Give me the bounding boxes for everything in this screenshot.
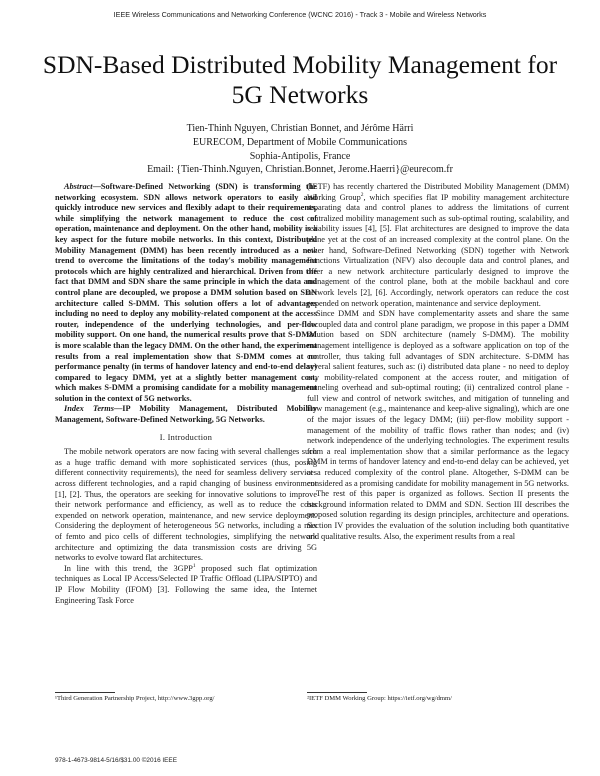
title-line-1: SDN-Based Distributed Mobility Management for [42,50,558,79]
intro-paragraph-1: The mobile network operators are now facing with several challenges such as a huge traffic demand with more sophisticated services (thus, posing different connectivity requirements), the need for seamless delivery services across different technologies, and a rapid changing of business environment [1], [2]. Thus, the operators are seeking for innovative solutions to improve their network performance and efficiency, as well as to reduce the costs expended on network operation, maintenance, and new service deployment. Considering the deployment of heterogeneous 5G networks, including a mix of femto and pico cells of different technologies, simplifying the network architecture and optimizing the data transmission costs are driving 5G networks to evolve toward flat architectures. [55,447,317,563]
intro-paragraph-4: Since DMM and SDN have complementarity assets and share the same decoupled data and control plane paradigm, we propose in this paper a DMM solution based on SDN architecture (namely S-DMM). The mobility management intelligence is deployed as a software application on top of the controller, thus taking full advantages of SDN architecture. S-DMM has several salient features, such as: (i) distributed data plane - no need to deploy any mobility-related component at the access router, and mitigation of tunneling overhead and sub-optimal routing; (ii) centralized control plane - full view and control of network switches, and mitigation of tunneling and flow management (e.g., maintenance and keep-alive signaling), which are one of the major issues of the legacy DMM; (iii) per-flow mobility support - management of the mobility of traffic flows rather than nodes; and (iv) network independence of the underlying technologies. The experiment results from a real implementation show that a similar performance as the legacy DMM in terms of handover latency and end-to-end delay can be achieved, yet at a reduced complexity of the control plane. Altogether, S-DMM can be considered as a promising candidate for mobility management in 5G networks. [307,309,569,488]
footnote-left: ¹Third Generation Partnership Project, http://www.3gpp.org/ [55,692,317,703]
index-terms-text: —IP Mobility Management, Distributed Mobility Management, Software-Defined Networking, 5G Networks. [55,404,317,425]
index-terms-label: Index Terms [64,404,114,414]
intro-paragraph-3 [307,182,569,309]
copyright-notice: 978-1-4673-9814-5/16/$31.00 ©2016 IEEE [55,757,177,764]
intro-paragraph-3-rest: , which specifies flat IP mobility management architecture separating data and control planes to address the limitations of current centralized mobility management such as sub-optimal routing, scalability, and reliability issues [4], [5]. Flat architectures are designed to improve the data plane yet at the cost of an increased complexity at the control plane. On the other hand, Software-Defined Networking (SDN) together with Network Functions Virtualization (NFV) also decouple data and control planes, and offer a new network architecture particularly designed to improve the management of the control plane, both at the mobile backhaul and core network levels [2], [6]. Accordingly, network operators can reduce the cost expended on network operation, maintenance and service deployment. [307,192,569,308]
index-terms [55,404,317,425]
left-column [55,182,317,606]
author-email: Email: {Tien-Thinh.Nguyen, Christian.Bonnet, Jerome.Haerri}@eurecom.fr [147,164,453,176]
footnote-right: ²IETF DMM Working Group: https://ietf.org/wg/dmm/ [307,692,569,703]
abstract-text: —Software-Defined Networking (SDN) is transforming the networking ecosystem. SDN allows network operators to easily and quickly introduce new services and flexibly adapt to their requirements, while simplifying the network management to reduce the cost of operation, maintenance and deployment. On the other hand, mobility is a key aspect for the future mobile networks. In this context, Distributed Mobility Management (DMM) has been recently introduced as a new trend to overcome the limitations of the today's mobility management protocols which are highly centralized and hierarchical. Driven from the fact that DMM and SDN share the same principle in which the data and control plane are decoupled, we propose a DMM solution based on SDN architecture called S-DMM. This solution offers a lot of advantages including no need to deploy any mobility-related component at the access router, independence of the underlying technologies, and per-flow mobility support. On one hand, the numerical results prove that S-DMM is more scalable than the legacy DMM. On the other hand, the experiment results from a real implementation show that S-DMM comes at no performance penalty (in terms of handover latency and end-to-end delay) compared to legacy DMM, yet at a slightly better management cost, which makes S-DMM a promising candidate for a mobility management solution in the context of 5G networks. [55,182,317,403]
footnote-marker-2: 2 [360,191,364,198]
author-location: Sophia-Antipolis, France [249,150,351,162]
author-block [60,122,540,177]
abstract [55,182,317,404]
intro-paragraph-2-rest: proposed such flat optimization techniques as Local IP Access/Selected IP Traffic Offload (LIPA/SIPTO) and IP Flow Mobility (IFOM) [3]. Following the same idea, the Internet Engineering Task Force [55,563,317,605]
author-names: Tien-Thinh Nguyen, Christian Bonnet, and Jérôme Härri [186,123,414,134]
footnote-marker-1: 1 [192,563,196,570]
section-heading-introduction: I. Introduction [159,432,213,442]
intro-paragraph-5: The rest of this paper is organized as follows. Section II presents the background information related to DMM and SDN. Section III describes the proposed solution regarding its design principles, architecture and operations. Section IV provides the evaluation of the solution including both quantitative and qualitative results. Also, the experiment results from a real [307,489,569,541]
intro-paragraph-2-start: In line with this trend, the 3GPP [64,563,193,573]
right-column [307,182,569,542]
abstract-label: Abstract [64,182,93,191]
author-affiliation: EURECOM, Department of Mobile Communications [192,136,408,148]
intro-paragraph-2 [55,564,317,606]
conference-header: IEEE Wireless Communications and Networking Conference (WCNC 2016) - Track 3 - Mobile and Wireless Networks [113,10,487,19]
paper-title [40,50,560,110]
title-line-2: 5G Networks [231,80,369,109]
intro-paragraph-3-start: (IETF) has recently chartered the Distributed Mobility Management (DMM) Working Group [307,182,569,202]
